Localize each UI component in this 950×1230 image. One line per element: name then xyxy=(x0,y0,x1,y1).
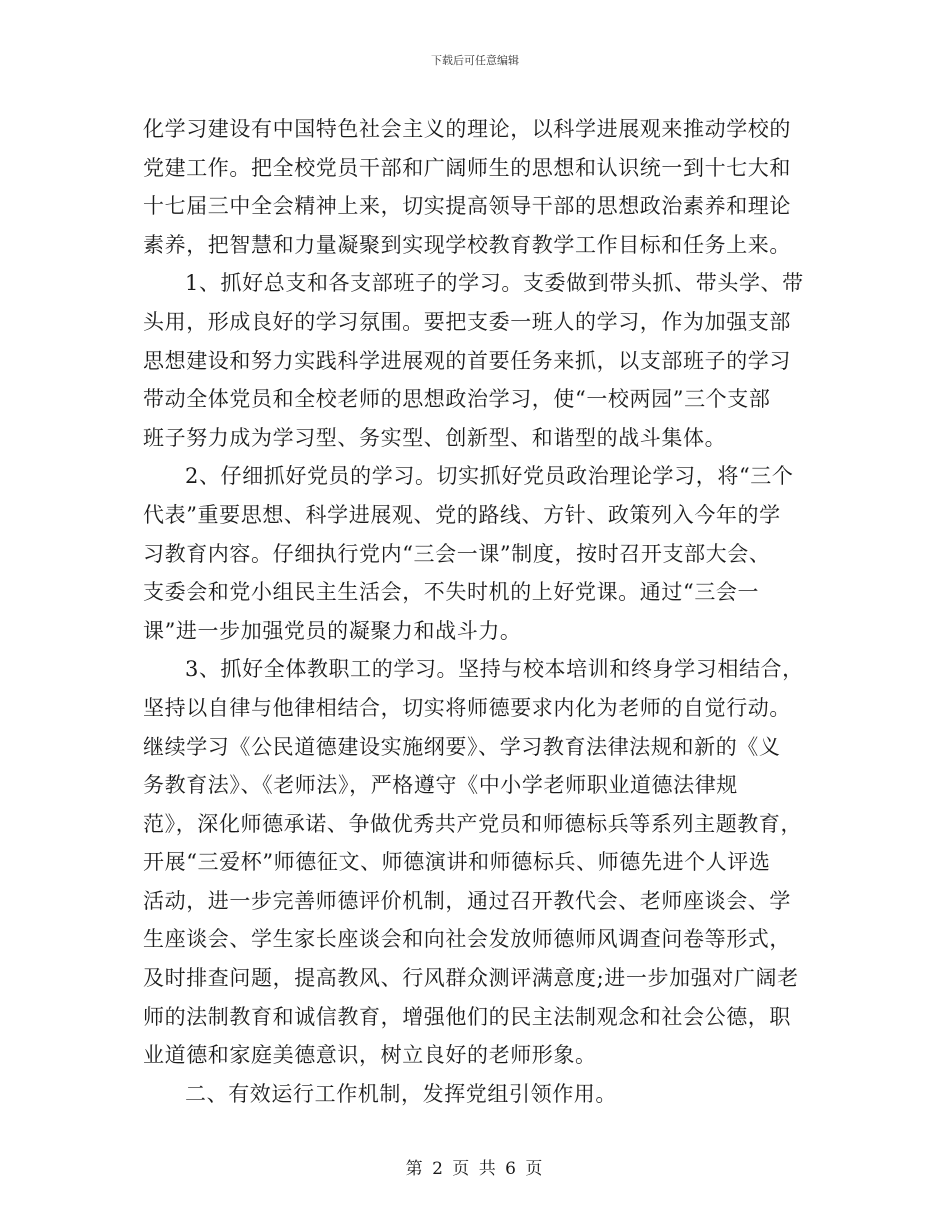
paragraph-start-line: 1、抓好总支和各支部班子的学习。支委做到带头抓、带头学、带 xyxy=(185,271,804,296)
text-line: 坚持以自律与他律相结合，切实将师德要求内化为老师的自觉行动。 xyxy=(143,695,791,720)
text-line: 开展“三爱杯”师德征文、师德演讲和师德标兵、师德先进个人评选 xyxy=(143,850,771,875)
text-line: 代表”重要思想、科学进展观、党的路线、方针、政策列入今年的学 xyxy=(143,502,781,527)
text-line: 头用，形成良好的学习氛围。要把支委一班人的学习，作为加强支部 xyxy=(143,309,791,334)
text-line: 思想建设和努力实践科学进展观的首要任务来抓，以支部班子的学习 xyxy=(143,348,791,373)
text-line: 业道德和家庭美德意识，树立良好的老师形象。 xyxy=(143,1043,597,1068)
text-line: 带动全体党员和全校老师的思想政治学习，使“一校两园”三个支部 xyxy=(143,387,771,412)
section-heading: 二、有效运行工作机制，发挥党组引领作用。 xyxy=(185,1081,617,1106)
text-line: 化学习建设有中国特色社会主义的理论，以科学进展观来推动学校的 xyxy=(143,117,791,141)
text-line: 习教育内容。仔细执行党内“三会一课”制度，按时召开支部大会、 xyxy=(143,541,771,566)
text-line: 课”进一步加强党员的凝聚力和战斗力。 xyxy=(143,618,522,643)
paragraph-start-line: 2、仔细抓好党员的学习。切实抓好党员政治理论学习，将“三个 xyxy=(185,464,794,489)
document-body xyxy=(143,110,813,1113)
text-line: 务教育法》、《老师法》，严格遵守《中小学老师职业道德法律规 xyxy=(143,773,738,798)
text-line: 范》，深化师德承诺、争做优秀共产党员和师德标兵等系列主题教育， xyxy=(143,811,803,836)
text-line: 班子努力成为学习型、务实型、创新型、和谐型的战斗集体。 xyxy=(143,425,727,450)
page-header: 下载后可任意编辑 xyxy=(431,54,519,67)
text-line: 生座谈会、学生家长座谈会和向社会发放师德师风调查问卷等形式， xyxy=(143,927,791,952)
text-line: 十七届三中全会精神上来，切实提高领导干部的思想政治素养和理论 xyxy=(143,194,791,219)
text-line: 素养，把智慧和力量凝聚到实现学校教育教学工作目标和任务上来。 xyxy=(143,232,791,257)
text-line: 及时排查问题，提高教风、行风群众测评满意度;进一步加强对广阔老 xyxy=(143,966,799,991)
text-line: 继续学习《公民道德建设实施纲要》、学习教育法律法规和新的《义 xyxy=(143,734,781,759)
text-line: 活动，进一步完善师德评价机制，通过召开教代会、老师座谈会、学 xyxy=(143,888,791,913)
page-number: 第 2 页 共 6 页 xyxy=(405,1159,545,1179)
text-line: 党建工作。把全校党员干部和广阔师生的思想和认识统一到十七大和 xyxy=(143,155,791,180)
text-line: 支委会和党小组民主生活会，不失时机的上好党课。通过“三会一 xyxy=(143,580,760,605)
paragraph-start-line: 3、抓好全体教职工的学习。坚持与校本培训和终身学习相结合， xyxy=(185,657,804,682)
text-line: 师的法制教育和诚信教育，增强他们的民主法制观念和社会公德，职 xyxy=(143,1004,791,1029)
